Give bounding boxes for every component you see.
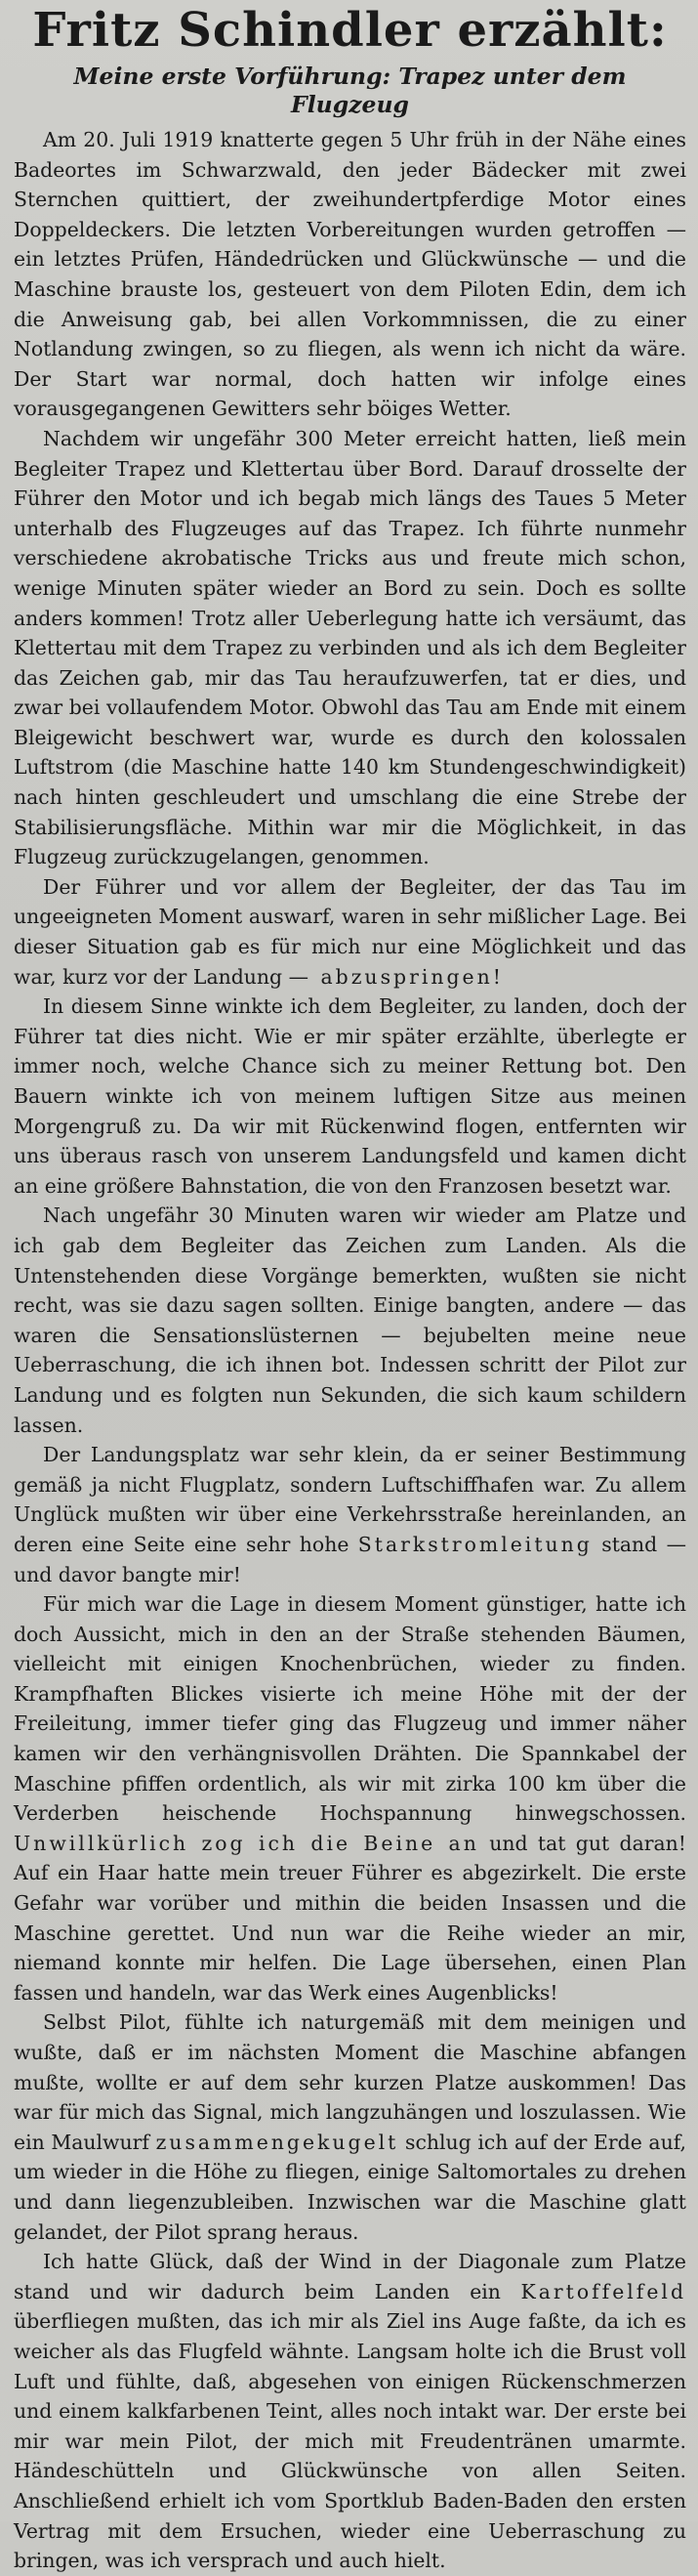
paragraph-text: stand — und davor bangte mir! <box>14 1532 686 1586</box>
article-paragraph <box>14 2247 686 2576</box>
paragraph-text: und tat gut daran! Auf ein Haar hatte mein treuer Führer es abgezirkelt. Die erste Gefahr war vorüber und mithin die beiden Insassen und die Maschine gerettet. Und nun war die Reihe wieder an mir, niemand konnte mir helfen. Die Lage übersehen, einen Plan fassen und handeln, war das Werk eines Augenblicks! <box>14 1831 686 2005</box>
paragraph-text: Selbst Pilot, fühlte ich naturgemäß mit dem meinigen und wußte, daß er im nächsten Moment die Maschine abfangen mußte, wollte er auf dem sehr kurzen Platze auskommen! Das war für mich das Signal, mich langzuhängen und loszulassen. Wie ein Maulwurf <box>14 2010 686 2154</box>
paragraph-text: Nach ungefähr 30 Minuten waren wir wieder am Platze und ich gab dem Begleiter das Zeichen zum Landen. Als die Untenstehenden diese Vorgänge bemerkten, wußten sie nicht recht, was sie dazu sagen sollten. Einige bangten, andere — das waren die Sensationslüsternen — bejubelten meine neue Ueberraschung, die ich ihnen bot. Indessen schritt der Pilot zur Landung und es folgten nun Sekunden, die sich kaum schildern lassen. <box>14 1204 686 1437</box>
paragraph-text: schlug ich auf der Erde auf, um wieder in die Höhe zu fliegen, einige Saltomortales zu drehen und dann liegenzubleiben. Inzwischen war die Maschine glatt gelandet, der Pilot sprang heraus. <box>14 2130 686 2244</box>
paragraph-text: Ich hatte Glück, daß der Wind in der Diagonale zum Platze stand und wir dadurch beim Landen ein <box>14 2250 686 2303</box>
article-paragraph <box>14 125 686 424</box>
paragraph-text: Der Landungsplatz war sehr klein, da er seiner Bestimmung gemäß ja nicht Flugplatz, sondern Luftschiffhafen war. Zu allem Unglück mußten wir über eine Verkehrsstraße hereinlanden, an deren eine Seite eine sehr hohe <box>14 1443 686 1556</box>
article-paragraph <box>14 1589 686 2007</box>
paragraph-text: Für mich war die Lage in diesem Moment günstiger, hatte ich doch Aussicht, mich in den an der Straße stehenden Bäumen, vielleicht mit einigen Knochenbrüchen, wieder zu finden. Krampfhaften Blickes visierte ich meine Höhe mit der der Freileitung, immer tiefer ging das Flugzeug und immer näher kamen wir den verhängnisvollen Drähten. Die Spannkabel der Maschine pfiffen ordentlich, als wir mit zirka 100 km über die Verderben heischende Hochspannung hinwegschossen. <box>14 1592 686 1826</box>
article-paragraph <box>14 1440 686 1589</box>
paragraph-text: überfliegen mußten, das ich mir als Ziel ins Auge faßte, da ich es weicher als das Flugfeld wähnte. Langsam holte ich die Brust voll Luft und fühlte, daß, abgesehen von einigen Rückenschmerzen und einem kalkfarbenen Teint, alles noch intakt war. Der erste bei mir war mein Pilot, der mich mit Freudentränen umarmte. Händeschütteln und Glückwünsche von allen Seiten. Anschließend erhielt ich vom Sportklub Baden-Baden den ersten Vertrag mit dem Ersuchen, wieder eine Ueberraschung zu bringen, was ich versprach und auch hielt. <box>14 2309 686 2573</box>
paragraph-text: Am 20. Juli 1919 knatterte gegen 5 Uhr früh in der Nähe eines Badeortes im Schwarzwald, den jeder Bädecker mit zwei Sternchen quittiert, der zweihundertpferdige Motor eines Doppeldeckers. Die letzten Vorbereitungen wurden getroffen — ein letztes Prüfen, Händedrücken und Glückwünsche — und die Maschine brauste los, gesteuert von dem Piloten Edin, dem ich die Anweisung gab, bei allen Vorkommnissen, die zu einer Notlandung zwingen, so zu fliegen, als wenn ich nicht da wäre. Der Start war normal, doch hatten wir infolge eines vorausgegangenen Gewitters sehr böiges Wetter. <box>14 128 686 421</box>
article-paragraph <box>14 424 686 872</box>
paragraph-text: Nachdem wir ungefähr 300 Meter erreicht hatten, ließ mein Begleiter Trapez und Klettertau über Bord. Darauf drosselte der Führer den Motor und ich begab mich längs des Taues 5 Meter unterhalb des Flugzeuges auf das Trapez. Ich führte nunmehr verschiedene akrobatische Tricks aus und freute mich schon, wenige Minuten später wieder an Bord zu sein. Doch es sollte anders kommen! Trotz aller Ueberlegung hatte ich versäumt, das Klettertau mit dem Trapez zu verbinden und als ich dem Begleiter das Zeichen gab, mir das Tau heraufzuwerfen, tat er dies, und zwar bei vollaufendem Motor. Obwohl das Tau am Ende mit einem Bleigewicht beschwert war, wurde es durch den kolossalen Luftstrom (die Maschine hatte 140 km Stundengeschwindigkeit) nach hinten geschleudert und umschlang die eine Strebe der Stabilisierungsfläche. Mithin war mir die Möglichkeit, in das Flugzeug zurückzugelangen, genommen. <box>14 426 686 869</box>
article-paragraph <box>14 872 686 992</box>
article-paragraph <box>14 2007 686 2247</box>
article-body <box>14 125 686 2576</box>
article-paragraph <box>14 992 686 1201</box>
emphasized-text: Starkstromleitung <box>357 1532 593 1556</box>
emphasized-text: Kartoffelfeld <box>520 2279 686 2303</box>
article-subtitle: Meine erste Vorführung: Trapez unter dem Flugzeug <box>73 63 627 118</box>
paragraph-text: Der Führer und vor allem der Begleiter, der das Tau im ungeeigneten Moment auswarf, waren in sehr mißlicher Lage. Bei dieser Situation gab es für mich nur eine Möglichkeit und das war, kurz vor der Landung <box>14 874 686 989</box>
emphasized-text: zusammengekugelt <box>155 2130 399 2154</box>
emphasized-text: — abzuspringen! <box>288 964 504 989</box>
article-title: Fritz Schindler erzählt: <box>32 3 668 58</box>
paragraph-text: In diesem Sinne winkte ich dem Begleiter, zu landen, doch der Führer tat dies nicht. Wie er mir später erzählte, überlegte er immer noch, welche Chance sich zu meiner Rettung bot. Den Bauern winkte ich von meinem luftigen Sitze aus meinen Morgengruß zu. Da wir mit Rückenwind flogen, entfernten wir uns überaus rasch von unserem Landungsfeld und kamen dicht an eine größere Bahnstation, die von den Franzosen besetzt war. <box>14 994 686 1198</box>
emphasized-text: Unwillkürlich zog ich die Beine an <box>14 1831 479 1855</box>
article-paragraph <box>14 1201 686 1440</box>
